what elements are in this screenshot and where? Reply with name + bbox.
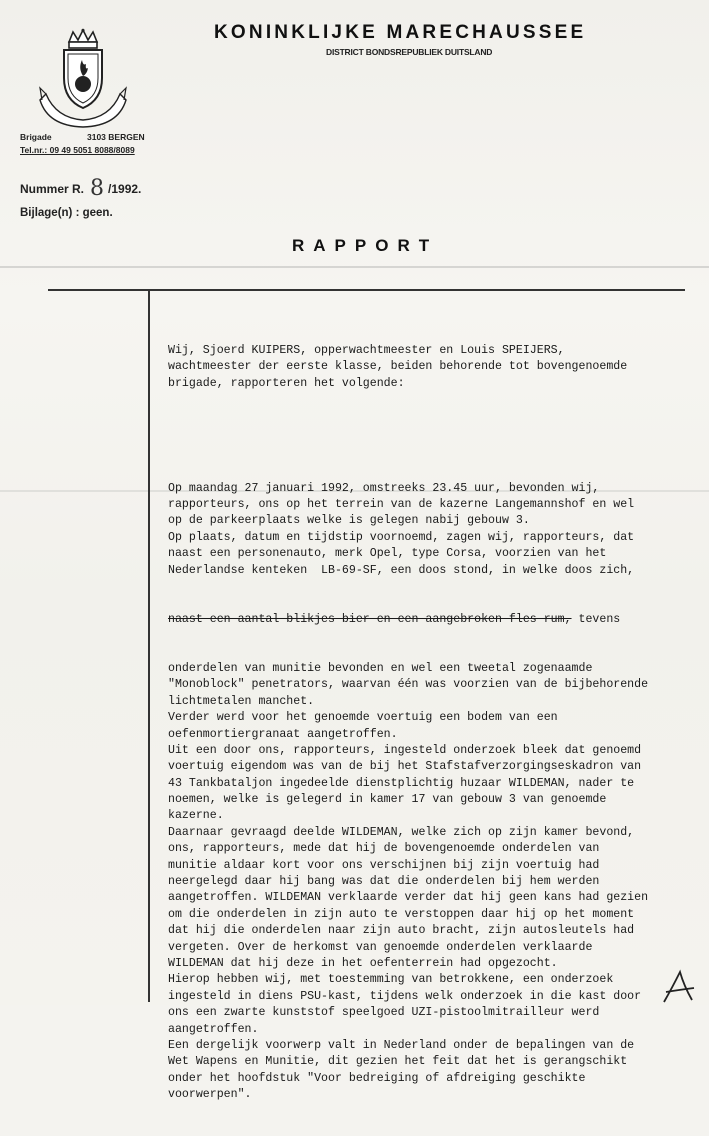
- body-line: voorwerpen".: [168, 1088, 252, 1102]
- body-line: ons een zwarte kunststof speelgoed UZI-pistoolmitrailleur werd: [168, 1006, 600, 1020]
- body-line: voertuig eigendom was van de bij het Stafstafverzorgingseskadron van: [168, 760, 642, 774]
- paper-crease: [0, 266, 709, 268]
- body-line: Een dergelijk voorwerp valt in Nederland onder de bepalingen van de: [168, 1038, 635, 1052]
- body-line: neergelegd daar hij bang was dat die onderdelen bij hem werden: [168, 875, 600, 889]
- org-title: KONINKLIJKE MARECHAUSSEE: [214, 22, 587, 43]
- telephone-number: Tel.nr.: 09 49 5051 8088/8089: [20, 145, 135, 155]
- body-line: onderdelen van munitie bevonden en wel een tweetal zogenaamde: [168, 661, 593, 675]
- body-line: ons, rapporteurs, mede dat hij de bovengenoemde onderdelen van: [168, 842, 600, 856]
- body-line: op de parkeerplaats welke is gelegen nabij gebouw 3.: [168, 514, 530, 528]
- brigade-label: Brigade: [20, 132, 52, 142]
- struck-line-tail: tevens: [571, 612, 621, 626]
- page-title: RAPPORT: [292, 236, 439, 255]
- body-line: 43 Tankbataljon ingedeelde dienstplichtig huzaar WILDEMAN, nader te: [168, 776, 635, 790]
- report-number-suffix: /1992.: [108, 182, 142, 196]
- body-line: om die onderdelen in zijn auto te verstoppen daar hij op het moment: [168, 907, 635, 921]
- body-line: aangetroffen.: [168, 1022, 259, 1036]
- body-line: "Monoblock" penetrators, waarvan één was voorzien van de bijbehorende: [168, 678, 649, 692]
- body-line: munitie aldaar kort voor ons verschijnen bij zijn voertuig had: [168, 858, 600, 872]
- body-line: WILDEMAN dat hij deze in het oefenterrein had opgezocht.: [168, 957, 558, 970]
- body-line: brigade, rapporteren het volgende:: [168, 376, 405, 390]
- body-line: Hierop hebben wij, met toestemming van betrokkene, een onderzoek: [168, 973, 614, 987]
- body-line: Wij, Sjoerd KUIPERS, opperwachtmeester en Louis SPEIJERS,: [168, 343, 565, 357]
- paragraph-gap: [168, 425, 698, 448]
- report-number-handwritten: 8: [90, 176, 105, 201]
- body-line: Verder werd voor het genoemde voertuig een bodem van een: [168, 711, 558, 725]
- body-line: noemen, welke is gelegerd in kamer 17 van gebouw 3 van genoemde: [168, 793, 607, 807]
- body-line: kazerne.: [168, 809, 224, 823]
- body-line-strike: [168, 612, 698, 628]
- body-line: Op maandag 27 januari 1992, omstreeks 23.45 uur, bevonden wij,: [168, 481, 600, 495]
- body-line: vergeten. Over de herkomst van genoemde onderdelen verklaarde: [168, 940, 593, 954]
- handwritten-mark-icon: [658, 968, 698, 1004]
- body-line: onder het hoofdstuk "Voor bedreiging of afdreiging geschikte: [168, 1071, 586, 1085]
- body-line: Wet Wapens en Munitie, dit gezien het feit dat het is gerangschikt: [168, 1055, 628, 1069]
- body-line: oefenmortiergranaat aangetroffen.: [168, 727, 398, 741]
- paragraph-findings-cont: [168, 661, 698, 1104]
- body-line: Daarnaar gevraagd deelde WILDEMAN, welke zich op zijn kamer bevond,: [168, 825, 635, 839]
- paragraph-intro: [168, 343, 698, 392]
- report-body: [168, 310, 698, 1136]
- struck-text: naast een aantal blikjes bier en een aangebroken fles rum,: [168, 612, 572, 626]
- horizontal-rule: [48, 289, 685, 291]
- body-line: ingesteld in diens PSU-kast, tijdens welk onderzoek in die kast door: [168, 989, 642, 1003]
- body-line: Uit een door ons, rapporteurs, ingesteld onderzoek bleek dat genoemd: [168, 743, 642, 757]
- crown-grenade-crest-icon: [36, 28, 130, 128]
- body-line: rapporteurs, ons op het terrein van de kazerne Langemannshof en wel: [168, 498, 635, 511]
- brigade-value: 3103 BERGEN: [87, 132, 145, 142]
- paragraph-findings: [168, 481, 698, 579]
- body-line: naast een personenauto, merk Opel, type Corsa, voorzien van het: [168, 547, 607, 561]
- body-line: Op plaats, datum en tijdstip voornoemd, zagen wij, rapporteurs, dat: [168, 530, 635, 544]
- body-line: aangetroffen. WILDEMAN verklaarde verder dat hij geen kans had gezien: [168, 891, 649, 905]
- margin-rule: [148, 290, 150, 1002]
- attachments-line: Bijlage(n) : geen.: [20, 207, 113, 219]
- body-line: lichtmetalen manchet.: [168, 694, 315, 708]
- body-line: Nederlandse kenteken LB-69-SF, een doos stond, in welke doos zich,: [168, 563, 635, 577]
- report-number: [20, 174, 141, 199]
- org-subtitle: DISTRICT BONDSREPUBLIEK DUITSLAND: [326, 47, 493, 57]
- body-line: wachtmeester der eerste klasse, beiden behorende tot bovengenoemde: [168, 360, 628, 374]
- body-line: dat hij die onderdelen naar zijn auto bracht, zijn autosleutels had: [168, 924, 635, 938]
- report-number-prefix: Nummer R.: [20, 182, 85, 196]
